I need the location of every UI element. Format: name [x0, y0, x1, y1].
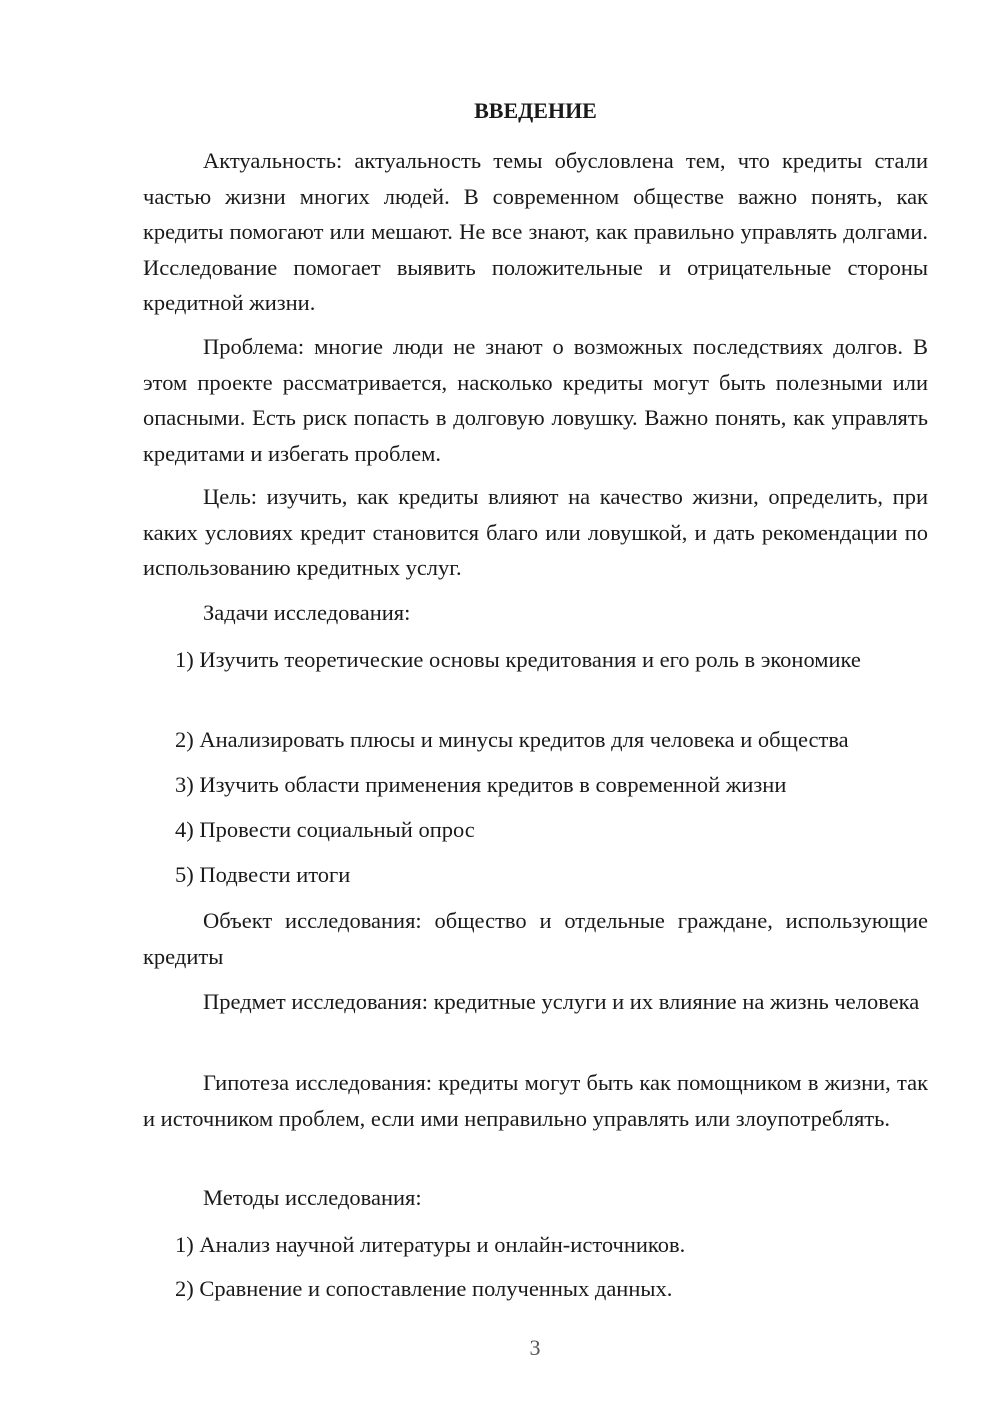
goal-paragraph: Цель: изучить, как кредиты влияют на качество жизни, определить, при каких условиях кредит становится благо или ловушкой, и дать рекомендации по использованию кредитных услуг. — [143, 484, 928, 580]
problem-paragraph: Проблема: многие люди не знают о возможных последствиях долгов. В этом проекте рассматривается, насколько кредиты могут быть полезными или опасными. Есть риск попасть в долговую ловушку. Важно понять, как управлять кредитами и избегать проблем. — [143, 334, 928, 466]
method-item: 2) Сравнение и сопоставление полученных данных. — [175, 1276, 673, 1301]
page-number: 3 — [529, 1335, 541, 1360]
methods-heading: Методы исследования: — [203, 1185, 422, 1210]
method-item: 1) Анализ научной литературы и онлайн-источников. — [175, 1232, 686, 1257]
task-item: 4) Провести социальный опрос — [175, 817, 475, 842]
task-item: 1) Изучить теоретические основы кредитования и его роль в экономике — [175, 647, 861, 672]
task-item: 5) Подвести итоги — [175, 862, 351, 887]
hypothesis-paragraph: Гипотеза исследования: кредиты могут быть как помощником в жизни, так и источником проблем, если ими неправильно управлять или злоупотреблять. — [143, 1070, 928, 1131]
relevance-paragraph: Актуальность: актуальность темы обусловлена тем, что кредиты стали частью жизни многих людей. В современном обществе важно понять, как кредиты помогают или мешают. Не все знают, как правильно управлять долгами. Исследование помогает выявить положительные и отрицательные стороны кредитной жизни. — [143, 148, 928, 315]
section-title: ВВЕДЕНИЕ — [474, 98, 597, 123]
task-item: 3) Изучить области применения кредитов в современной жизни — [175, 772, 787, 797]
object-paragraph: Объект исследования: общество и отдельные граждане, использующие кредиты — [143, 908, 928, 969]
task-item: 2) Анализировать плюсы и минусы кредитов для человека и общества — [175, 727, 849, 752]
subject-paragraph: Предмет исследования: кредитные услуги и их влияние на жизнь человека — [203, 989, 920, 1014]
tasks-heading: Задачи исследования: — [203, 600, 411, 625]
